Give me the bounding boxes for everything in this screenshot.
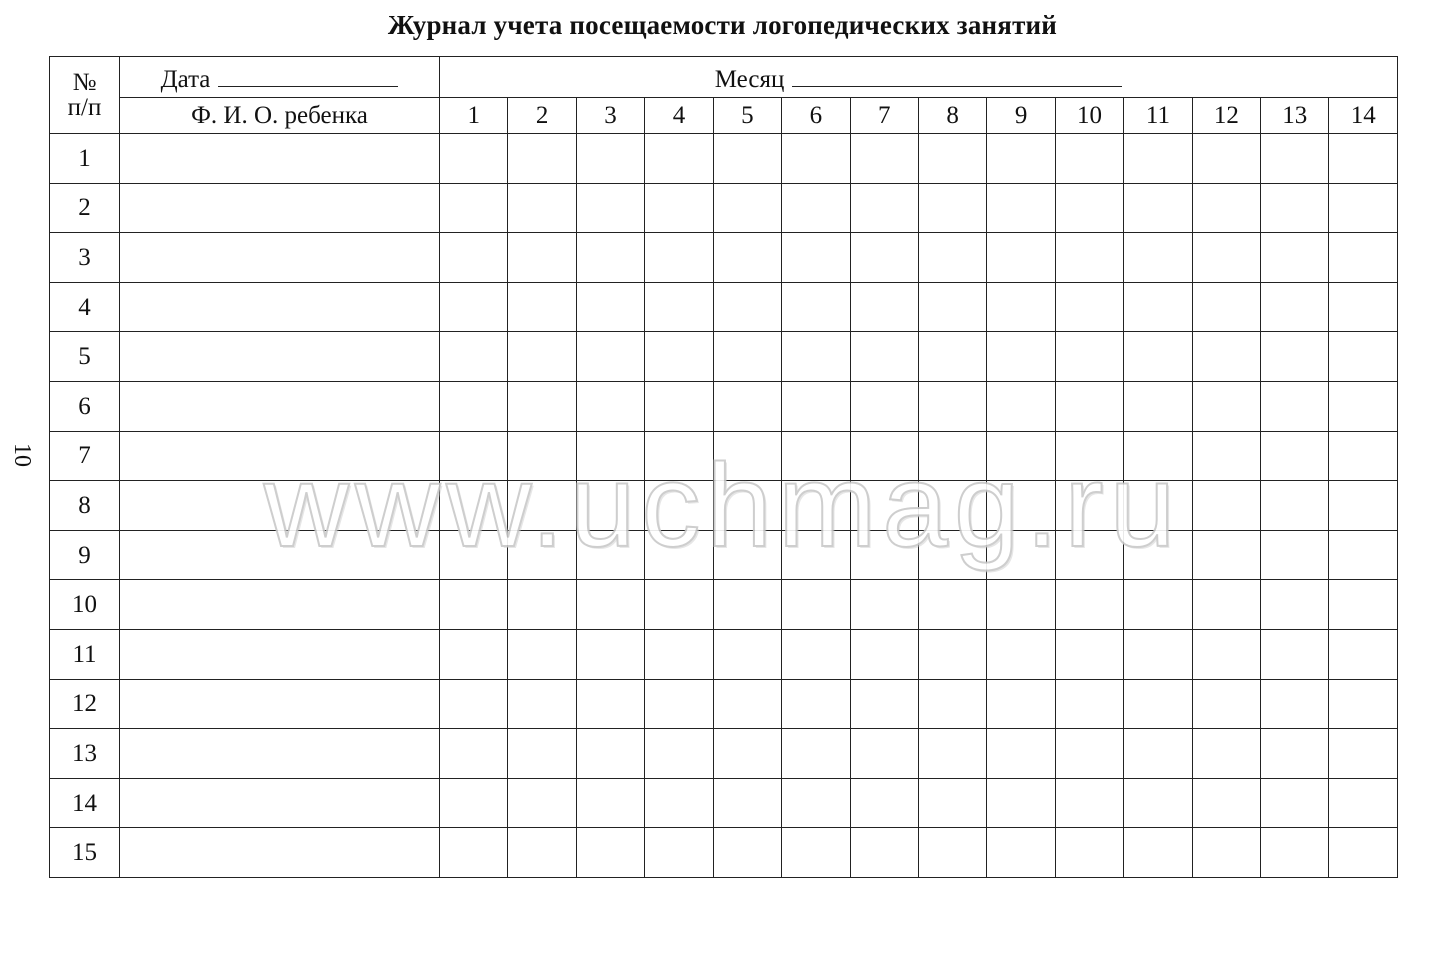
attendance-cell[interactable] [850, 183, 918, 233]
day-column-header: 7 [850, 98, 918, 134]
attendance-cell[interactable] [1055, 431, 1123, 481]
month-header-cell [440, 57, 1398, 98]
attendance-cell[interactable] [508, 431, 576, 481]
attendance-cell[interactable] [987, 828, 1055, 878]
attendance-cell[interactable] [1329, 183, 1398, 233]
child-name-cell[interactable] [120, 431, 440, 481]
attendance-cell[interactable] [782, 481, 850, 531]
attendance-cell[interactable] [508, 729, 576, 779]
attendance-cell[interactable] [508, 233, 576, 283]
child-name-cell[interactable] [120, 233, 440, 283]
attendance-cell[interactable] [918, 134, 986, 184]
attendance-cell[interactable] [987, 580, 1055, 630]
attendance-cell[interactable] [987, 729, 1055, 779]
day-column-header: 13 [1261, 98, 1329, 134]
table-row [50, 629, 1398, 679]
attendance-cell[interactable] [850, 282, 918, 332]
attendance-cell[interactable] [918, 183, 986, 233]
attendance-cell[interactable] [918, 729, 986, 779]
attendance-cell[interactable] [782, 530, 850, 580]
date-label: Дата [160, 66, 211, 93]
attendance-cell[interactable] [918, 828, 986, 878]
attendance-cell[interactable] [782, 431, 850, 481]
attendance-cell[interactable] [576, 679, 644, 729]
attendance-cell[interactable] [850, 729, 918, 779]
attendance-cell[interactable] [440, 828, 508, 878]
table-row [50, 431, 1398, 481]
attendance-cell[interactable] [645, 530, 713, 580]
attendance-cell[interactable] [645, 431, 713, 481]
attendance-cell[interactable] [508, 381, 576, 431]
table-row [50, 580, 1398, 630]
attendance-cell[interactable] [1261, 332, 1329, 382]
table-row [50, 332, 1398, 382]
attendance-cell[interactable] [850, 530, 918, 580]
attendance-cell[interactable] [1055, 729, 1123, 779]
attendance-cell[interactable] [1192, 778, 1260, 828]
attendance-cell[interactable] [918, 629, 986, 679]
attendance-cell[interactable] [850, 580, 918, 630]
attendance-cell[interactable] [1124, 183, 1192, 233]
attendance-cell[interactable] [1055, 530, 1123, 580]
attendance-cell[interactable] [1055, 778, 1123, 828]
attendance-cell[interactable] [713, 778, 781, 828]
attendance-cell[interactable] [987, 332, 1055, 382]
attendance-cell[interactable] [1124, 233, 1192, 283]
child-name-cell[interactable] [120, 530, 440, 580]
table-row [50, 778, 1398, 828]
attendance-cell[interactable] [1261, 431, 1329, 481]
attendance-cell[interactable] [1329, 580, 1398, 630]
attendance-cell[interactable] [1192, 828, 1260, 878]
attendance-cell[interactable] [508, 530, 576, 580]
row-number-cell: 4 [50, 282, 120, 332]
attendance-cell[interactable] [1124, 828, 1192, 878]
attendance-cell[interactable] [1329, 381, 1398, 431]
day-column-header: 3 [576, 98, 644, 134]
attendance-cell[interactable] [1261, 629, 1329, 679]
attendance-cell[interactable] [1192, 431, 1260, 481]
row-number-cell: 14 [50, 778, 120, 828]
row-number-cell: 9 [50, 530, 120, 580]
attendance-cell[interactable] [576, 381, 644, 431]
child-name-cell[interactable] [120, 481, 440, 531]
attendance-cell[interactable] [1261, 530, 1329, 580]
attendance-cell[interactable] [782, 134, 850, 184]
table-row [50, 828, 1398, 878]
attendance-cell[interactable] [508, 828, 576, 878]
child-name-cell[interactable] [120, 629, 440, 679]
attendance-cell[interactable] [713, 183, 781, 233]
attendance-cell[interactable] [782, 778, 850, 828]
attendance-cell[interactable] [918, 778, 986, 828]
attendance-cell[interactable] [918, 679, 986, 729]
table-row [50, 530, 1398, 580]
attendance-cell[interactable] [508, 629, 576, 679]
day-column-header: 11 [1124, 98, 1192, 134]
attendance-cell[interactable] [440, 629, 508, 679]
attendance-cell[interactable] [987, 530, 1055, 580]
attendance-cell[interactable] [1192, 381, 1260, 431]
table-row [50, 729, 1398, 779]
attendance-cell[interactable] [1124, 134, 1192, 184]
attendance-cell[interactable] [1261, 481, 1329, 531]
attendance-cell[interactable] [1329, 431, 1398, 481]
attendance-cell[interactable] [1192, 629, 1260, 679]
attendance-cell[interactable] [1192, 729, 1260, 779]
attendance-cell[interactable] [508, 679, 576, 729]
attendance-cell[interactable] [918, 481, 986, 531]
month-label: Месяц [714, 66, 785, 93]
row-number-cell: 3 [50, 233, 120, 283]
row-number-cell: 10 [50, 580, 120, 630]
attendance-cell[interactable] [645, 828, 713, 878]
attendance-cell[interactable] [576, 431, 644, 481]
row-number-header: № п/п [50, 57, 120, 134]
row-number-cell: 8 [50, 481, 120, 531]
attendance-cell[interactable] [918, 580, 986, 630]
attendance-cell[interactable] [1329, 282, 1398, 332]
day-column-header: 14 [1329, 98, 1398, 134]
day-column-header: 2 [508, 98, 576, 134]
attendance-cell[interactable] [1192, 481, 1260, 531]
attendance-cell[interactable] [576, 629, 644, 679]
attendance-cell[interactable] [508, 134, 576, 184]
attendance-cell[interactable] [576, 332, 644, 382]
attendance-cell[interactable] [782, 183, 850, 233]
row-number-cell: 7 [50, 431, 120, 481]
attendance-cell[interactable] [1124, 282, 1192, 332]
child-name-cell[interactable] [120, 580, 440, 630]
attendance-cell[interactable] [713, 530, 781, 580]
attendance-cell[interactable] [1261, 134, 1329, 184]
attendance-cell[interactable] [645, 679, 713, 729]
row-number-cell: 13 [50, 729, 120, 779]
attendance-cell[interactable] [645, 481, 713, 531]
day-column-header: 4 [645, 98, 713, 134]
attendance-cell[interactable] [576, 530, 644, 580]
attendance-cell[interactable] [713, 381, 781, 431]
attendance-cell[interactable] [440, 431, 508, 481]
attendance-cell[interactable] [713, 431, 781, 481]
watermark: www.uchmag.ru [263, 440, 1182, 572]
row-number-cell: 12 [50, 679, 120, 729]
attendance-cell[interactable] [1055, 134, 1123, 184]
attendance-cell[interactable] [645, 629, 713, 679]
attendance-cell[interactable] [918, 282, 986, 332]
attendance-cell[interactable] [1055, 481, 1123, 531]
attendance-cell[interactable] [1261, 580, 1329, 630]
attendance-cell[interactable] [508, 332, 576, 382]
attendance-cell[interactable] [645, 729, 713, 779]
attendance-cell[interactable] [1329, 233, 1398, 283]
attendance-cell[interactable] [987, 481, 1055, 531]
attendance-cell[interactable] [440, 282, 508, 332]
attendance-cell[interactable] [440, 134, 508, 184]
row-number-cell: 6 [50, 381, 120, 431]
attendance-cell[interactable] [987, 134, 1055, 184]
attendance-cell[interactable] [645, 580, 713, 630]
attendance-cell[interactable] [713, 629, 781, 679]
row-number-cell: 5 [50, 332, 120, 382]
attendance-cell[interactable] [1192, 282, 1260, 332]
attendance-cell[interactable] [782, 381, 850, 431]
attendance-cell[interactable] [850, 431, 918, 481]
attendance-cell[interactable] [1124, 580, 1192, 630]
attendance-cell[interactable] [918, 381, 986, 431]
table-row [50, 233, 1398, 283]
child-name-cell[interactable] [120, 134, 440, 184]
attendance-cell[interactable] [645, 282, 713, 332]
attendance-cell[interactable] [1055, 282, 1123, 332]
attendance-cell[interactable] [508, 481, 576, 531]
attendance-cell[interactable] [1192, 530, 1260, 580]
attendance-cell[interactable] [782, 729, 850, 779]
attendance-cell[interactable] [1124, 729, 1192, 779]
attendance-cell[interactable] [1055, 233, 1123, 283]
attendance-cell[interactable] [1261, 828, 1329, 878]
attendance-cell[interactable] [713, 233, 781, 283]
attendance-cell[interactable] [850, 679, 918, 729]
attendance-cell[interactable] [713, 679, 781, 729]
attendance-cell[interactable] [1055, 332, 1123, 382]
attendance-cell[interactable] [713, 729, 781, 779]
attendance-cell[interactable] [713, 332, 781, 382]
header-row-top [50, 57, 1398, 98]
date-blank-line[interactable] [218, 62, 398, 87]
attendance-cell[interactable] [1192, 679, 1260, 729]
attendance-cell[interactable] [1261, 778, 1329, 828]
child-name-header: Ф. И. О. ребенка [120, 98, 440, 134]
day-column-header: 9 [987, 98, 1055, 134]
attendance-cell[interactable] [713, 481, 781, 531]
attendance-cell[interactable] [1329, 332, 1398, 382]
attendance-cell[interactable] [1329, 530, 1398, 580]
attendance-cell[interactable] [987, 629, 1055, 679]
attendance-cell[interactable] [440, 233, 508, 283]
attendance-cell[interactable] [713, 282, 781, 332]
attendance-cell[interactable] [1192, 332, 1260, 382]
attendance-cell[interactable] [1261, 282, 1329, 332]
child-name-cell[interactable] [120, 183, 440, 233]
attendance-cell[interactable] [645, 134, 713, 184]
attendance-cell[interactable] [440, 481, 508, 531]
attendance-cell[interactable] [782, 233, 850, 283]
attendance-cell[interactable] [1192, 134, 1260, 184]
child-name-cell[interactable] [120, 778, 440, 828]
attendance-cell[interactable] [713, 828, 781, 878]
attendance-cell[interactable] [713, 580, 781, 630]
attendance-cell[interactable] [440, 183, 508, 233]
page-title: Журнал учета посещаемости логопедических занятий [387, 10, 1058, 40]
page-number: 10 [9, 443, 35, 467]
attendance-cell[interactable] [1261, 729, 1329, 779]
attendance-cell[interactable] [1124, 481, 1192, 531]
attendance-cell[interactable] [576, 282, 644, 332]
attendance-cell[interactable] [987, 282, 1055, 332]
row-number-cell: 11 [50, 629, 120, 679]
attendance-cell[interactable] [1124, 778, 1192, 828]
attendance-cell[interactable] [713, 134, 781, 184]
attendance-cell[interactable] [1261, 233, 1329, 283]
attendance-cell[interactable] [782, 679, 850, 729]
attendance-cell[interactable] [918, 530, 986, 580]
attendance-cell[interactable] [1124, 381, 1192, 431]
date-header-cell [120, 57, 440, 98]
attendance-cell[interactable] [987, 679, 1055, 729]
attendance-cell[interactable] [1055, 679, 1123, 729]
day-column-header: 5 [713, 98, 781, 134]
attendance-cell[interactable] [645, 233, 713, 283]
attendance-cell[interactable] [576, 134, 644, 184]
attendance-cell[interactable] [918, 332, 986, 382]
attendance-cell[interactable] [850, 233, 918, 283]
attendance-cell[interactable] [1124, 431, 1192, 481]
attendance-cell[interactable] [850, 629, 918, 679]
attendance-cell[interactable] [1261, 183, 1329, 233]
attendance-cell[interactable] [440, 332, 508, 382]
attendance-table [49, 56, 1398, 878]
table-row [50, 282, 1398, 332]
attendance-cell[interactable] [1055, 381, 1123, 431]
attendance-cell[interactable] [1329, 679, 1398, 729]
attendance-cell[interactable] [508, 580, 576, 630]
attendance-cell[interactable] [782, 580, 850, 630]
attendance-cell[interactable] [576, 729, 644, 779]
attendance-cell[interactable] [1192, 183, 1260, 233]
attendance-cell[interactable] [782, 282, 850, 332]
table-row [50, 134, 1398, 184]
attendance-cell[interactable] [508, 778, 576, 828]
attendance-cell[interactable] [576, 580, 644, 630]
attendance-cell[interactable] [987, 431, 1055, 481]
attendance-cell[interactable] [850, 134, 918, 184]
attendance-cell[interactable] [850, 778, 918, 828]
row-number-cell: 15 [50, 828, 120, 878]
attendance-cell[interactable] [918, 431, 986, 481]
attendance-cell[interactable] [1329, 729, 1398, 779]
attendance-cell[interactable] [440, 778, 508, 828]
header-row-days [50, 98, 1398, 134]
attendance-cell[interactable] [645, 778, 713, 828]
day-column-header: 1 [440, 98, 508, 134]
attendance-cell[interactable] [1329, 629, 1398, 679]
attendance-cell[interactable] [1124, 332, 1192, 382]
attendance-cell[interactable] [508, 282, 576, 332]
attendance-cell[interactable] [440, 729, 508, 779]
child-name-cell[interactable] [120, 381, 440, 431]
table-row [50, 679, 1398, 729]
attendance-cell[interactable] [850, 381, 918, 431]
attendance-cell[interactable] [1055, 828, 1123, 878]
attendance-cell[interactable] [1261, 679, 1329, 729]
attendance-cell[interactable] [1192, 233, 1260, 283]
attendance-cell[interactable] [576, 233, 644, 283]
attendance-cell[interactable] [1124, 679, 1192, 729]
child-name-cell[interactable] [120, 679, 440, 729]
month-blank-line[interactable] [792, 62, 1122, 87]
day-column-header: 8 [918, 98, 986, 134]
attendance-cell[interactable] [440, 381, 508, 431]
attendance-cell[interactable] [576, 481, 644, 531]
attendance-cell[interactable] [576, 183, 644, 233]
attendance-cell[interactable] [1055, 183, 1123, 233]
attendance-cell[interactable] [440, 580, 508, 630]
attendance-cell[interactable] [850, 481, 918, 531]
attendance-cell[interactable] [508, 183, 576, 233]
attendance-cell[interactable] [850, 332, 918, 382]
attendance-cell[interactable] [1055, 580, 1123, 630]
attendance-cell[interactable] [987, 381, 1055, 431]
attendance-cell[interactable] [782, 629, 850, 679]
attendance-cell[interactable] [645, 183, 713, 233]
child-name-cell[interactable] [120, 729, 440, 779]
attendance-cell[interactable] [1055, 629, 1123, 679]
attendance-cell[interactable] [987, 183, 1055, 233]
attendance-cell[interactable] [1124, 530, 1192, 580]
row-number-cell: 1 [50, 134, 120, 184]
attendance-cell[interactable] [1329, 778, 1398, 828]
attendance-cell[interactable] [1329, 481, 1398, 531]
table-row [50, 481, 1398, 531]
child-name-cell[interactable] [120, 332, 440, 382]
attendance-cell[interactable] [782, 828, 850, 878]
attendance-cell[interactable] [645, 332, 713, 382]
attendance-cell[interactable] [1329, 828, 1398, 878]
attendance-cell[interactable] [576, 828, 644, 878]
table-row [50, 381, 1398, 431]
attendance-cell[interactable] [987, 778, 1055, 828]
attendance-cell[interactable] [1261, 381, 1329, 431]
row-number-cell: 2 [50, 183, 120, 233]
attendance-cell[interactable] [440, 530, 508, 580]
day-column-header: 6 [782, 98, 850, 134]
attendance-cell[interactable] [1124, 629, 1192, 679]
attendance-cell[interactable] [987, 233, 1055, 283]
attendance-cell[interactable] [645, 381, 713, 431]
attendance-cell[interactable] [782, 332, 850, 382]
child-name-cell[interactable] [120, 828, 440, 878]
attendance-cell[interactable] [440, 679, 508, 729]
attendance-cell[interactable] [918, 233, 986, 283]
child-name-cell[interactable] [120, 282, 440, 332]
day-column-header: 12 [1192, 98, 1260, 134]
attendance-cell[interactable] [1329, 134, 1398, 184]
attendance-cell[interactable] [576, 778, 644, 828]
day-column-header: 10 [1055, 98, 1123, 134]
attendance-cell[interactable] [850, 828, 918, 878]
attendance-cell[interactable] [1192, 580, 1260, 630]
table-row [50, 183, 1398, 233]
